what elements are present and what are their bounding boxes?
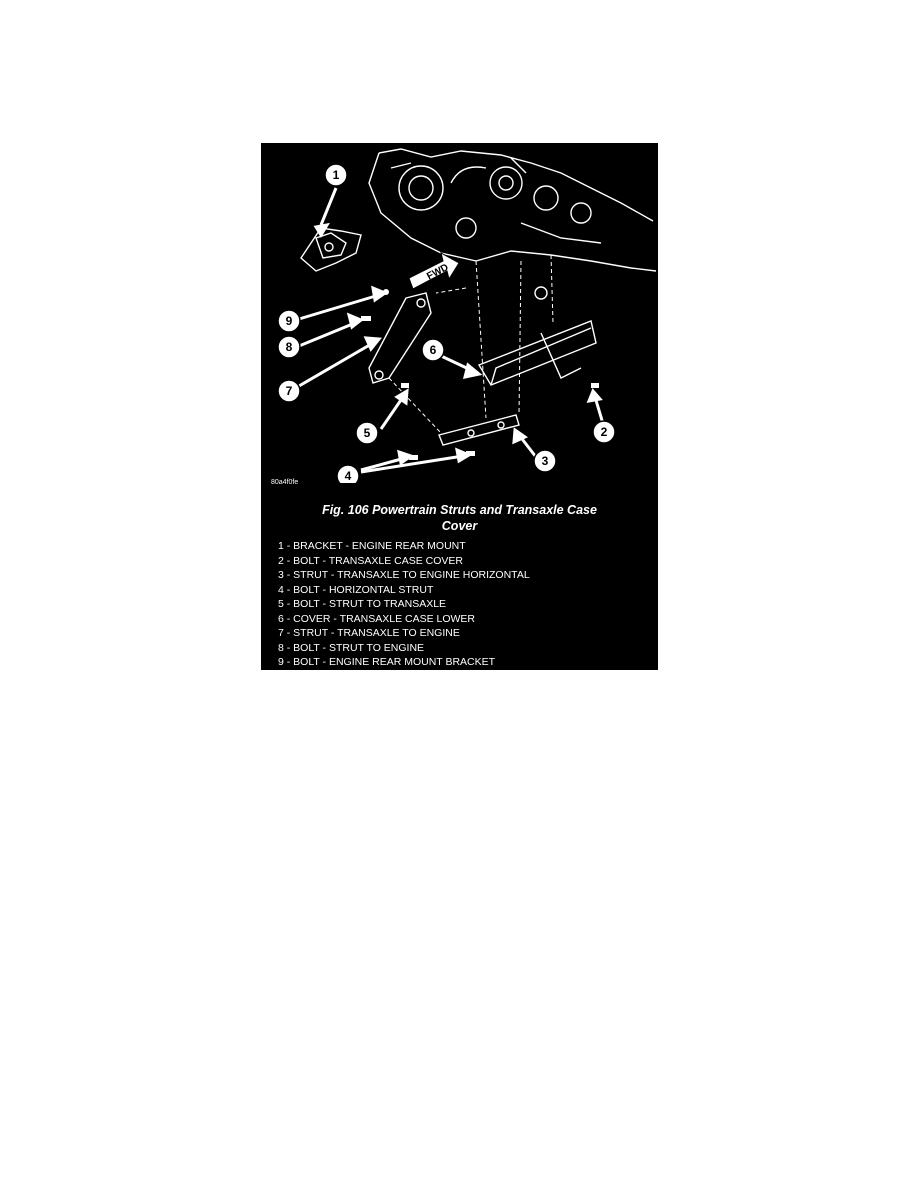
callout-9 xyxy=(278,310,300,332)
svg-text:5: 5 xyxy=(363,426,371,440)
callout-2 xyxy=(593,421,615,443)
svg-text:3: 3 xyxy=(541,454,549,468)
callout-4 xyxy=(337,465,359,483)
callout-5 xyxy=(356,422,378,444)
diagram-figure xyxy=(261,143,658,670)
legend-item: 7 - STRUT - TRANSAXLE TO ENGINE xyxy=(278,627,460,639)
svg-text:9: 9 xyxy=(285,314,293,328)
legend-item: 3 - STRUT - TRANSAXLE TO ENGINE HORIZONTAL xyxy=(278,569,530,581)
callout-3 xyxy=(534,450,556,472)
callout-7 xyxy=(278,380,300,402)
svg-text:1: 1 xyxy=(332,168,340,182)
svg-text:7: 7 xyxy=(285,384,293,398)
callout-6 xyxy=(422,339,444,361)
legend-item: 1 - BRACKET - ENGINE REAR MOUNT xyxy=(278,540,466,552)
legend-item: 4 - BOLT - HORIZONTAL STRUT xyxy=(278,583,434,596)
figure-caption xyxy=(261,502,658,534)
svg-text:4: 4 xyxy=(344,469,352,483)
fwd-label: FWD xyxy=(425,262,451,283)
svg-text:2: 2 xyxy=(600,425,608,439)
legend-item: 5 - BOLT - STRUT TO TRANSAXLE xyxy=(278,598,447,610)
legend-item: 6 - COVER - TRANSAXLE CASE LOWER xyxy=(278,612,476,625)
callout-1 xyxy=(325,164,347,186)
legend-item: 8 - BOLT - STRUT TO ENGINE xyxy=(278,641,425,654)
parts-legend xyxy=(278,539,530,670)
callout-8 xyxy=(278,336,300,358)
caption-line-1: Fig. 106 Powertrain Struts and Transaxle Case xyxy=(322,503,597,517)
figure-code: 80a4f0fe xyxy=(271,479,299,486)
caption-line-2: Cover xyxy=(441,519,478,533)
svg-text:8: 8 xyxy=(285,340,293,354)
legend-item: 9 - BOLT - ENGINE REAR MOUNT BRACKET xyxy=(278,656,496,668)
legend-item: 2 - BOLT - TRANSAXLE CASE COVER xyxy=(278,554,463,567)
callout-layer xyxy=(261,143,658,483)
svg-text:6: 6 xyxy=(429,343,437,357)
